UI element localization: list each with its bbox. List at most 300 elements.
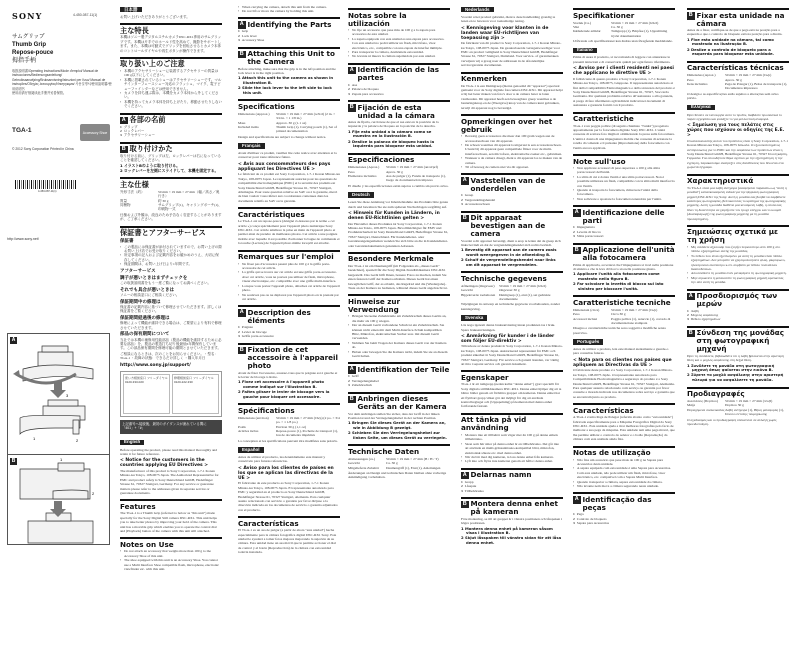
bullet-item: • Til of beweeg de camera niet via dit apparaat. [461,165,563,169]
section-heading [238,17,340,29]
section-heading-text: Προδιαγραφές [687,389,745,398]
section-heading [687,225,789,245]
bullet-item: • 保証期間は、お買い上げ日より1年間です。 [120,262,222,266]
part-name: Greep [464,193,474,198]
part-item [573,234,675,238]
parts-list [461,480,563,493]
spec-table [687,73,789,91]
part-number: 3 [687,317,689,322]
spec-value: Aprox. 30 g [386,169,403,174]
usage-note: 使用前请仔细阅读此手册并妥善保管。 [12,91,67,96]
paragraph: Design and specifications are subject to change without notice. [238,134,327,139]
section-letter-badge: A [349,366,354,373]
spec-value: 50 mm × 19 mm × 27 mm（幅／高さ／奥行き） [158,189,220,199]
paragraph: The manufacturer of this product is Sony Corporation, 1-7-1 Konan Minato-ku Tokyo, 108-0075 Japan. The Authorized Representative for EMC and product safety is Sony Deutschland GmbH, Hedelfinger Strasse 61, 70327 Stuttgart, Germany. For any service or guarantee matters please refer to the addresses given in separate service or guarantee documents. [120,468,219,495]
section-letter-badge: B [574,246,579,253]
part-number: 3 [348,383,350,388]
part-number: 1 [573,512,575,517]
language-label: Svenska [461,315,487,320]
bullet-item: • Do not lift or move the camera by holding this unit. [238,9,340,13]
spec-label: Gewicht [348,461,360,466]
language-label: English [120,440,144,445]
part-item [573,521,675,525]
instruction-step: 2 Deslize o controlo de bloqueio para a esquerda para bloquear esta unidade. [687,46,774,57]
bullet-item: • Não fixe um acessório que pese mais de 100 g na Sapata para Acessórios desta unidade. [573,458,675,467]
paragraph: Utförande och specifikationer kan ändras utan föregående meddelande. [573,39,673,44]
instruction-step: 2 Far scivolare la levetta di blocco sul lato sinistro per bloccare l'unità. [573,281,664,291]
spec-label: Bijgeleverde toebehoren [461,292,496,297]
paragraph: Le fabricant de ce produit est Sony Corporation, 1-7-1 Konan Minato-ku Tokyo, 108-0075 Japon. Le représentant autorisé pour les questions de compatibilité électromagnétique (EMC) et la sécurité des produits est Sony Deutschland GmbH, Hedelfinger Strasse 61, 70327 Stuttgart, Allemagne. Pour toute question relative au SAV ou à la garantie, merci de bien vouloir vous référer aux coordonnées contenues dans les documents relatifs au SAV ou la garantie. [238,172,340,203]
part-item [238,334,340,338]
section-heading-text: Anbringen dieses Geräts an der Kamera [357,394,447,412]
section-heading [573,295,675,307]
illustration-panel [7,333,110,545]
support-contact: 修理相談窓口 フリーダイヤル 0120-222-330 [172,374,219,414]
part-number: 1 [120,124,122,129]
section-heading [573,112,675,124]
bullet-item: • The shoe equipped with this unit is an Accessory Shoe. You cannot use a Multi Interface Shoe compatible flash, microphone, electronic viewfinder etc. with this unit. [120,558,222,571]
paragraph: El fabricante de este producto es Sony Corporation, 1-7-1 Konan Minato-ku Tokyo, 108-0075 Japón. El representante autorizado para EMC y seguridad en el producto es Sony Deutschland GmbH, Hedelfinger Strasse 61, 70327 Stuttgart, Alemania. Para cualquier asunto relacionado con servicio o garantía por favor diríjase a la dirección indicada en los documentos de servicio o garantía adjuntados con el producto. [238,481,338,512]
bullet-list [120,549,222,571]
section-heading-text: Att tänka på vid användning [461,415,527,433]
part-number: 3 [461,202,463,207]
spec-value: Περίπου 30 g [725,403,744,408]
spec-label: Abmessungen (ca.) [348,456,376,461]
bullet-list [120,245,222,267]
section-heading-text: Caractéristiques [238,209,305,219]
section-heading [348,63,450,83]
part-name: Controlo de bloqueio [576,516,607,521]
spec-label: Dimensioni (circa) [573,307,600,312]
paragraph: Το TGA-1 είναι μια λαβή αντίχειρα (αναφέρεται παρακάτω ως "αυτή η μονάδα") κατασκευασμένη ειδικά για την ψηφιακή φωτογραφική μηχανή DSC-RX1 της Sony. Αυτή η μονάδα σας βοηθά να λαμβάνετε καλύτερες φωτογραφίες, βελτιώνοντας το κράτημα της φωτογραφικής μηχανής. Αυτή η μονάδα διαθέτει μια κινούμενη λαβή, η οποία σας δίνει τη δυνατότητα να χειρίζεστε τον τροχό ελέγχου και το κουμπί (Αναπαραγωγή) της φωτογραφικής μηχανής με τη μονάδα προσαρτημένη. [687,185,787,221]
section-letter-badge: A [462,177,467,184]
section-heading-text: Fijación de esta unidad a la cámara [357,102,435,120]
part-number: 1 [461,479,463,484]
section-letter-badge: A [239,309,244,316]
part-number: 3 [238,334,240,339]
subheading: < Notice for the customers in the countries applying EU Directives > [120,458,209,469]
spec-value: 50 mm × 19 mm × 27 mm (b/h/d) [499,283,547,288]
spec-value: Ongeveer 30 g [499,288,520,293]
bullet-item: • Bringen Sie keine Zubehörteile am Zubehörschuh dieses Geräts an, die mehr als 100 g wiegen. [348,314,450,323]
bullet-item: • Το πέδιλο που είναι εξοπλισμένο με αυτή τη μονάδα είναι πέδιλο εξαρτημάτων. Δεν μπορείτε να χρησιμοποιήσετε φλας, μικρόφωνο, ηλεκτρονικό σκόπευτρο κ.λπ. συμβατό με πέδιλο πολλαπλών διασυνδέσεων. [687,254,789,272]
paragraph: Antes de utilizar o produto, leia este manual atentamente e guarde-o para consultas futuras. [573,347,669,356]
spec-label: Peso [687,77,694,82]
part-name: Sapata para Acessórios [576,521,610,526]
instruction-step: 1 Fixez cet accessoire à l'appareil photo comme indiqué sur l'illustration B. [238,379,324,389]
spec-label: Dimensions (environ) [238,415,269,420]
support-banner: 上記番号へ接続後、最初のガイダンスが流れている間に「401」+「#」 [120,420,222,434]
subheading: < Σημείωση για τους πελάτες στις χώρες που ισχύουν οι οδηγίες της Ε.Ε. > [687,123,785,139]
spec-table [573,308,675,326]
spec-value: Aprox. 30 g [725,77,742,82]
part-number: 3 [120,133,122,138]
part-name: Palanca de bloqueo [351,87,379,92]
paragraph: The TGA-1 is a Thumb Grip (referred to below as "this unit") made specially for the Sony Digital Still camera DSC-RX1. This unit helps you to take better photos by improving your hold of the camera. This unit has a movable grip which enables you to operate the control dial and (Playback) button of the camera with this unit still attached. [120,511,217,533]
language-label: Italiano [573,48,597,53]
section-heading-text: Features [120,501,156,511]
paragraph: Voordat u het product gebruikt, dient u deze handleiding grondig te lezen en te bewaren voor toekomstige naslag. [461,14,556,24]
spec-label: Dimensiones (Aprox.) [348,165,380,170]
part-number: 1 [687,308,689,313]
section-heading-text: Identificación de las partes [357,65,440,83]
column-spanish-german [348,4,450,481]
part-number: 3 [573,521,575,526]
subheading: 保証期間中の修理は [120,299,161,305]
bullet-item: • Non sollevare o spostare la fotocamera tenendola per l'unità. [573,197,675,201]
instruction-step: 2 Skjut låsspaken till vänstra sidan för att låsa denna enhet. [461,535,562,546]
part-number: 2 [348,378,350,383]
spec-value: サムグリップ(1)、キャリングポーチ(1)、印刷物一式 [158,203,222,212]
language-label: Nederlands [461,7,494,12]
part-number: 1 [238,325,240,330]
paragraph: Πριν θέσετε σε λειτουργία αυτό το προϊόν, διαβάστε προσεκτικά το παρόν εγχειρίδιο και φυλάξτε το για μελλοντική αναφορά. [687,112,783,121]
bullet-list [687,245,789,285]
bullet-list [573,166,675,201]
part-name: Grepp [464,479,474,484]
part-name: Vergrendelingshendel [464,197,496,202]
support-contact: 使い方相談窓口 フリーダイヤル 0120-333-020 [123,374,170,414]
language-label: Español [238,447,264,452]
part-name: Πέδιλο εξαρτημάτων [690,317,721,322]
title-french: Repose-pouce [12,50,54,56]
section-heading-text: Spécifications [238,405,295,415]
section-heading-text: Características [573,405,634,415]
section-heading-text: Description des éléments [247,307,311,325]
illustration-b-label: B [11,458,16,464]
section-heading-text: Σύνδεση της μονάδας στη φωτογραφική μηχανή [696,328,784,354]
spec-value: Ca. 30 g [611,24,623,29]
column-dutch-swedish [461,4,563,546]
paragraph: お買い上げいただきありがとうございます。 [120,14,190,19]
spec-value: 50 mm × 19 mm × 27 mm (π/υ/β) [725,399,773,403]
spec-table [120,190,222,212]
section-heading [348,8,450,28]
section-letter-badge: B [688,329,693,336]
part-item [120,133,222,137]
section-heading-text: Identifying the Parts [247,19,332,29]
part-number: 2 [238,33,240,38]
paragraph: El TGA-1 es un asa de pulgar (a partir de ahora "esta unidad") hecha especialmente para la cámara fotográfica digital DSC-RX1 Sony. Esta unidad le ayudará a tomar fotos mejores mejorando la sujeción de su cámara. Esta unidad tiene un asa móvil que le permite accionar el dial de control y el botón (Reproducción) de la cámara con esta unidad todavía instalada. [238,528,337,555]
parts-list [238,325,340,338]
spec-table [573,21,675,39]
bullet-item: • La griffe qui se trouve sur cet article est une griffe porte-accessoire. Avec cet article, vous ne pouvez pas utiliser de flash, microphone, viseur électronique, etc. compatible avec une griffe multi-interface. [238,270,340,283]
section-heading-text: 主な仕様 [120,179,149,189]
bullet-list [120,69,222,109]
instruction-step: 1 Συνδέστε τη μονάδα στη φωτογραφική μηχανή όπως φαίνεται στην εικόνα B. [687,362,775,373]
spec-label: Peso [348,169,355,174]
section-heading [573,243,675,263]
bullet-item: • Heben oder bewegen Sie die Kamera nicht, indem Sie sie an diesem Gerät halten. [348,350,450,359]
bullet-item: • Bevestig geen accessoires die meer dan 100 gram wegen aan de accessoireschoen van dit apparaat. [461,134,563,143]
column-english-french-spanish [238,4,340,556]
section-heading [348,100,450,120]
bullet-item: • Non applicare accessori di peso superiore a 100 g alla slitta portaccessori dell'unità. [573,166,675,175]
parts-list [687,309,789,322]
spec-value: Approx. 30 g (1.1 oz) [276,120,307,125]
bullet-item: • Μην σηκώνετε ή μετακινείτε τη φωτογραφική μηχανή κρατώντας την από αυτή τη μονάδα. [687,276,789,285]
spec-label: Storlek (Ca.) [573,20,592,25]
section-letter-badge: B [462,500,467,507]
section-heading [120,177,222,189]
bullet-list [461,433,563,464]
subheading: それでも具合が悪いときは [120,287,174,293]
instruction-step: 1 Attach this unit to the camera as shown in illustration B. [238,75,334,85]
part-name: Slitta portaccessori [576,234,604,239]
section-heading-text: Applicazione dell'unità alla fotocamera [582,245,675,262]
bullet-item: • La slitta di cui è dotata l'unità è una slitta portaccessori. Non è possibile utilizzare un flash, compatibile con la slitta multi interfaccia con l'unità. [573,175,675,188]
section-heading [461,271,563,283]
subheading: 保証期間経過後の修理は [120,315,170,321]
section-letter-badge: A [239,21,244,28]
part-name: Levetta di blocco [576,229,602,234]
bullet-item: • Nehmen Sie beim Tragen der Kamera dieses Gerät von der Kamera ab. [348,341,450,350]
part-item [348,92,450,96]
spec-label: Articles inclus [238,428,259,433]
section-heading-text: 取り付けかた [129,144,173,154]
spec-value: Tumgrepp (1), Bärpåse (1), Uppsättning tryckt dokumentation [611,29,668,38]
bullet-item: • Do not attach an accessory that weighs more than 100 g to the Accessory Shoe of this unit. [120,549,222,558]
bullet-item: • Quando transportar a câmara, separe esta unidade da câmara. [573,480,675,484]
section-heading-text: Especificaciones [348,155,415,165]
paragraph: Il fabbricante di questo prodotto è Sony Corporation, 1-7-1 Konan Minato-ku Tokyo, 108-0075, Giappone. Il rappresentante autorizzato ai fini della Compatibilità Elettromagnetica e della sicurezza del prodotto è Sony Deutschland GmbH, Hedelfinger Strasse 61, 70327, Stoccarda Germania. Per qualsiasi problema relativo all'assistenza o alla garanzia, si prega di fare riferimento agli indirizzi indicati nei documenti di assistenza e garanzia forniti con il prodotto. [573,76,675,108]
part-number: 2 [348,87,350,92]
section-heading-text: Fixar esta unidade na câmara [696,10,785,28]
instruction-step: 1 Fije esta unidad a la cámara como se muestra en la ilustración B. [348,128,432,139]
subheading: < Avis aux consommateurs des pays appliquant les Directives UE > [238,161,331,172]
section-heading [238,99,340,111]
bullet-item: • No fije un accesorio que pese más de 100 g a la zapata para accesorios de esta unidad. [348,28,450,37]
section-heading-text: Características [238,518,299,528]
model-number: TGA-1 [12,127,32,134]
instruction-step: 1 Montera denna enhet på kameran såsom visas i illustration B. [461,525,553,536]
section-heading-text: Fixation de cet accessoire à l'appareil photo [247,345,338,371]
bullet-list [348,314,450,358]
spec-label: 外形寸法（約） [120,189,145,194]
section-letter-badge: B [688,12,693,18]
section-heading [238,343,340,371]
instruction-step: 1 Bringen Sie dieses Gerät an der Kamera an, wie in Abbildung B gezeigt. [348,420,446,431]
paragraph: 本機はソニー製デジタルスチルカメラDSC-RX1専用のサムグリップです。本機は片手でのホールド性を高めて、撮影をサポートします。また、本機は可動式でグリップを回転させるとカメラ本体のコントロールダイヤルや再生ボタンが操作できます。 [120,35,222,53]
part-number: 1 [573,225,575,230]
part-name: Lock lever [241,33,257,38]
part-number: 2 [687,313,689,317]
part-item [687,317,789,321]
section-heading-text: 取り扱い上のご注意 [120,59,185,69]
section-letter-badge: A [349,66,354,73]
paragraph: Voordat u dit apparaat bevestigt, dient u erop te letten dat de greep zich links bevindt en dat de vergrendelingshendel zich rechts bevindt. [461,238,561,247]
bullet-item: • Não levante nem mova a câmara segurando nesta unidade. [573,484,675,488]
camera-illustration-b [8,455,109,545]
paragraph: Πριν τη συνδέσετε, βεβαιωθείτε ότι η λαβή βρίσκεται στην αριστερή θέση και ο μοχλός ασφάλισης στη δεξιά θέση. [687,353,784,363]
paragraph: 当社では本機の補修用性能部品（製品の機能を維持するために必要な部品）を、製品の製造打ち切り後最低6年間保有しています。この部品保有期間を修理可能の期間とさせていただきます。 [120,337,222,351]
spec-label: Elementos incluidos [348,174,377,179]
part-name: Asa [351,82,358,87]
part-number: 3 [348,91,350,96]
part-name: Pega [576,512,584,517]
bullet-list [238,262,340,302]
language-list-text: 取扱説明書/Operating Instructions/Mode d'emploi/ Manual de instrucciones/Bedienungsanleitung/ Gebruiksaanwijzing/Bruksanvisning/Istruzioni per l'uso/ Manual de instruções/Οδηγίες λειτουργίας/Инструкция/ 사용설명서/使用說明書/使用说明书 [12,69,112,91]
section-heading-text: Identificação das peças [582,494,652,512]
part-name: グリップ [123,124,138,129]
part-name: Μοχλός ασφάλισης [690,313,719,317]
section-heading [120,226,222,238]
section-heading [461,173,563,193]
instruction-step: 2 Schuif de vergrendelingshendel naar links om dit apparaat te vergrendelen. [461,257,556,267]
part-name: Tillbehörssko [464,488,484,493]
part-item [348,383,450,387]
part-number: 2 [238,329,240,334]
instruction-step: 1 Fixe esta unidade na câmara, tal como mostrado na Ilustração B. [687,36,774,47]
grip-illustration-a [8,334,109,454]
spec-value: Environ 30 g (1,1 oz) [276,424,307,429]
instruction-step: 1 Bevestig dit apparaat aan de camera zoals wordt weergegeven in de afbeelding B. [461,247,557,257]
section-heading [461,370,563,382]
paragraph: 修理によって機能が維持できる場合は、ご要望により有料で修理させていただきます。 [120,321,222,330]
part-name: Λαβή [690,308,699,313]
section-heading [238,250,340,262]
section-heading-text: Specifications [238,101,295,111]
language-label: Português [573,339,603,344]
spec-value: Ca. 30 g [386,461,398,466]
spec-table [348,165,450,183]
spec-value: Thumb Grip (1), Carrying pouch (1), Set of printed documentation [276,124,337,134]
language-label: Deutsch [348,192,374,197]
section-heading-text: Caratteristiche [573,114,634,124]
part-item [461,489,563,493]
section-heading [348,294,450,314]
instruction-step: 2 Σύρετε το μοχλό ασφάλισης στην αριστερή πλευρά για να ασφαλίσετε τη μονάδα. [687,372,784,382]
paragraph: Le TGA-1 est un repose-pouce (désigné ci-dessous par le terme « cet article ») conçu spécialement pour l'appareil photo numérique Sony DSC-RX1. Cet article améliore la prise en main de l'appareil photo et permet ainsi de prendre de meilleures photos. Cet article a une poignée mobile avec laquelle il est possible d'actionner la bague de commande et la touche (Lecture) de l'appareil photo même lorsqu'il est attaché. [238,219,340,246]
paragraph: Lesen Sie diese Anleitung vor Inbetriebnahme des Produkts bitte genau durch und bewahren Sie sie zum späteren Nachschlagen sorgfältig auf. [348,200,449,209]
subheading: < Nota para os clientes nos países que apliquem as Directivas da UE > [573,357,672,368]
bullet-item: • この製品には保証書が添付されていますので、お買い上げの際お買い上げ店でお受け取りください。 [120,245,222,254]
paragraph: El diseño y las especificaciones están sujetos a cambio sin previo aviso. [348,183,449,188]
parts-list [573,225,675,238]
section-heading [348,362,450,374]
bullet-item: • Ne fixez pas d'accessoire pesant plus de 100 g à la griffe porte-accessoire de cet article. [238,262,340,271]
section-heading-text: Delarnas namn [470,470,532,480]
spec-value: 50 mm × 19 mm × 27 mm (l/a/p) [611,307,658,312]
paragraph: Avant de fixer l'accessoire, assurez-vous que la poignée est à gauche et le levier de blocage à droite. [238,370,338,379]
bullet-item: • Der an diesem Gerät vorhandene Schuh ist ein Zubehörschuh. Sie können nicht einen mit dem Multi-Interface-Schuh kompatiblen Blitz, Mikrofon, elektronischen Sucher usw. mit diesem Gerät verwenden. [348,323,450,341]
illustration-a-label: A [11,337,16,343]
section-heading [461,114,563,134]
section-heading-text: Technische Daten [348,446,420,456]
paragraph: Före montering, se till att greppet är i vänstra positionen och låsspaken i högra positionen. [461,516,562,526]
section-heading [573,8,675,20]
part-name: Griffe porte-accessoire [241,334,274,339]
instruction-step: 2 ロックレバーを左側にスライドして、本機を固定する。 [120,167,219,173]
section-heading [573,492,675,512]
spec-value: 50 mm × 19 mm × 27 mm (l/a/p) [725,73,772,78]
section-heading [461,413,563,433]
section-heading [238,47,340,67]
section-heading-text: Vaststellen van de onderdelen [470,175,546,193]
language-label: 日本語 [120,7,142,12]
paragraph: A TGA-1 é uma Pega de Polegar (referida abaixo como "esta unidade") fabricada especificamente para a Máquina Fotográfica Digital da Sony DSC-RX1. Esta unidade ajuda a tirar melhores fotografias pelo facto de melhorar a sua pega da máquina. Esta unidade tem uma pega móvel, que lhe permite utilizar o controlo do seletor e o botão (Reprodução) da câmara com esta unidade ainda fixa. [573,415,675,442]
title-english: Thumb Grip [12,42,46,48]
section-heading [120,142,222,154]
bullet-item: • Skon som här sitter på denna enhet är en tillbehörssko. Det går inte att använda en multi-gränssnittssko-kompatibel blixt, mikrofon, elektronisk sökare etc. med denna enhet. [461,442,563,455]
copyright: © 2012 Sony Corporation Printed in China [12,147,74,151]
bullet-item: • A sapata equipada com esta unidade é uma Sapata para Acessórios. Com esta unidade, não pode utilizar um flash, microfone, visor electrónico, etc. compatível com a Sapata Multi Interface. [573,466,675,479]
paragraph: 取り付ける前に、グリップは左、ロックレバーは右になっていることを確認してください。 [120,153,222,163]
spec-label: Περιεχόμενα συσκευασίας [687,407,725,412]
sony-url[interactable]: http://www.sony.net/ [7,237,39,241]
spec-label: Included items [238,124,259,129]
bullet-item: • No levante ni mueva la cámara sujetándola por esta unidad. [348,54,450,58]
section-heading [573,446,675,458]
section-letter-badge: A [462,471,467,478]
section-heading-text: Σημειώσεις σχετικά με τη χρήση [687,227,778,245]
paragraph: De fabrikant van dit product is Sony Corporation, 1-7-1 Konan Minato-ku Tokyo, 108-0075 Japan. De geautoriseerde vertegenwoordiger voor EMC en product veiligheid is Sony Deutschland GmbH, Hedelfinger Strasse 61, 70327 Stuttgart, Duitsland. Voor service- of garantiezaken verwijzen wij u graag naar de addressen in de afzonderlijke service/garantie documenten. [461,41,562,68]
bullet-item: • Montera inte ett tillbehör som väger mer än 100 g på denna enhets tillbehörsko. [461,433,563,442]
part-name: Levier de blocage [241,329,267,334]
section-heading-text: Note sull'uso [573,156,626,166]
section-heading-text: Technische gegevens [461,273,547,283]
bullet-list [238,5,340,14]
paragraph: ご相談になるときは、次のことをお知らせください。・型名：TGA-1 ・故障の状態：できるだけ詳しく ・購入年月日 [120,351,218,361]
part-name: ロックレバー [123,129,145,133]
instruction-step: 2 Faites glisser le levier de blocage vers la gauche pour bloquer cet accessoire. [238,389,330,399]
parts-list [238,29,340,42]
svg-text:1: 1 [33,436,36,441]
section-letter-badge: A [574,496,579,503]
bullet-item: • De schoen waarmee dit apparaat is uitgerust is een accessoireschoen. U kunt bij dit apparaat geen compatibele flitser voor de multi-interfaceschoen, een microfoon, elektronische zoeker etc., gebruiken. [461,143,563,156]
paragraph: O fabricante deste produto é a Sony Corporation, 1-7-1 Konan Minato-ku Tokyo, 108-0075 Japão. O representante autorizado para Compatibilidade Electromagnética e segurança do produto é a Sony Deutschland GmbH, Hedelfinger Strasse 61, 70327 Stuttgart, Alemanha. Para qualquer assunto relacionado com serviço ou garantia por favor consulte a morada indicada nos documentos sobre serviço e garantia que se encontram junto ao produto. [573,368,675,399]
part-name: Accessory Shoe [241,38,265,43]
section-heading [461,72,563,84]
paragraph: Disegno e caratteristiche tecniche sono soggetti a modifiche senza preavviso. [573,326,666,335]
part-name: Impugnatura [576,225,595,230]
part-name: Zubehörschuh [351,383,372,388]
part-number: 1 [461,193,463,198]
instruction-step: 2 Slide the lock lever to the left side to lock this unit. [238,85,332,95]
subheading: < Kennisgeving voor klanten in de landen waar EU-richtlijnen van toepassing zijn > [461,25,549,41]
part-name: Poignée [241,325,254,330]
bullet-item: • Μη συνδέετε αξεσουάρ που ζυγίζει περισσότερο από 100 g στο πέδιλο εξαρτημάτων αυτής της μονάδας. [687,245,789,254]
section-heading-text: Remarques sur l'emploi [238,252,334,262]
spec-value: Poggia pollice (1), astuccio (1), corredo di documentazione stampata [611,316,671,325]
spec-label: Μάζα [687,403,696,408]
bullet-item: • Lyft inte och flytta inte kameran genom att hålla i denna enhet. [461,459,563,463]
section-heading-text: Hinweise zur Verwendung [348,296,401,314]
section-heading [120,113,222,125]
section-heading-text: Notes on Use [120,539,174,549]
section-heading [238,207,340,219]
paragraph: Ο κατασκευαστής αυτού του προϊόντος είναι η Sony Corporation, 1-7-1 Konan Minato-ku Tokyo, 108-0075 Ιαπωνία. Ο εξουσιοδοτημένος αντιπρόσωπος για το EMC και την ασφάλεια των προϊόντων είναι η Sony Deutschland GmbH, Hedelfinger Strasse 61, 70327 Στουτγκάρδη, Γερμανία. Για οποιοδήποτε θέμα σχετικό με την εξυπηρέτηση ή την εγγύηση, παρακαλούμε ανατρέξτε στις διευθύνσεις που δίνονται στα χωριστά έγγραφα. [687,138,788,170]
section-heading [238,305,340,325]
spec-label: Mass [238,120,246,125]
spec-label: Dimensions (Approx.) [238,111,270,116]
spec-label: 質量 [120,198,127,203]
part-number: 3 [461,488,463,493]
spec-table [348,457,450,470]
spec-value: 50 mm × 19 mm × 27 mm (w/h/d) (2 in. × 3/4 in. × 1 1/8 in.) [276,111,336,121]
section-heading-text: Egenskaper [461,372,509,382]
part-number: 2 [573,229,575,234]
section-heading [687,289,789,309]
paragraph: Wijzigingen in ontwerp en technische gegevens voorbehouden, zonder kennisgeving. [461,302,560,311]
section-heading-text: Caratteristiche tecniche [573,297,671,307]
section-heading-text: Dit apparaat bevestigen aan de camera [470,213,546,239]
spec-value: Asa de pulgar (1), Funda de transporte (1), Juego de documentación impresa [386,174,446,183]
instruction-step: 2 Schieben Sie den Verriegelungshebel zur linken Seite, um dieses Gerät zu verriegeln. [348,430,447,440]
part-number: 3 [573,234,575,239]
column-japanese-english [120,4,222,572]
section-heading [461,468,563,480]
